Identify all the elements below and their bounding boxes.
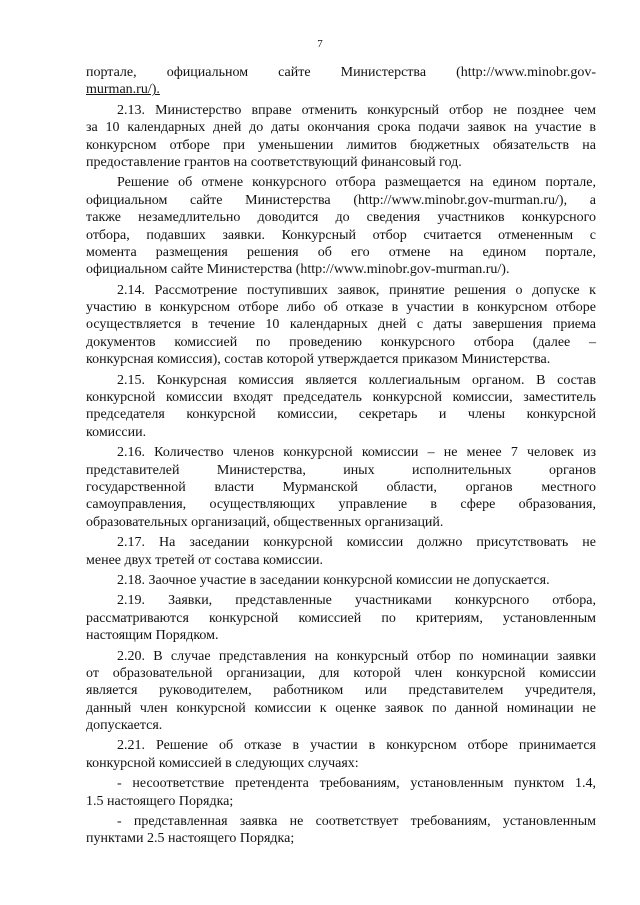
text-line: murman.ru/). — [86, 82, 160, 98]
text-line: 1.5 настоящего Порядка; — [86, 793, 234, 809]
text-line: рассматриваются конкурсной комиссией по критериям, установленным — [86, 610, 596, 626]
text-line: 2.19. Заявки, представленные участниками конкурсного отбора, — [117, 593, 596, 609]
text-line: официальном сайте Министерства (http://www.minobr.gov-murman.ru/). — [86, 262, 510, 278]
text-line: участию в конкурсном отборе либо об отказе в участии в конкурсном отборе — [86, 300, 596, 316]
text-line: 2.16. Количество членов конкурсной комиссии – не менее 7 человек из — [117, 445, 596, 461]
text-line: конкурсная комиссия), состав которой утверждается приказом Министерства. — [86, 352, 551, 368]
page-number: 7 — [317, 38, 323, 50]
text-line: - представленная заявка не соответствует требованиям, установленным — [117, 814, 596, 830]
text-line: пунктами 2.5 настоящего Порядка; — [86, 831, 295, 847]
text-line: отбора, подавших заявки. Конкурсный отбор считается отмененным с — [86, 227, 596, 243]
text-line: данный член конкурсной комиссии к оценке заявок по данной номинации не — [86, 700, 596, 716]
text-line: представителей Министерства, иных исполнительных органов — [86, 462, 596, 478]
text-line: допускается. — [86, 718, 163, 734]
text-line: 2.20. В случае представления на конкурсный отбор по номинации заявки — [117, 648, 596, 664]
text-line: образовательных организаций, общественных организаций. — [86, 514, 444, 530]
text-line: от образовательной организации, для которой член конкурсной комиссии — [86, 665, 596, 681]
text-line: государственной власти Мурманской области, органов местного — [86, 479, 596, 495]
text-line: за 10 календарных дней до даты окончания срока подачи заявок на участие в — [86, 120, 596, 136]
text-line: документов комиссией по проведению конкурсного отбора (далее – — [86, 334, 596, 350]
text-line: менее двух третей от состава комиссии. — [86, 552, 324, 568]
text-line: Решение об отмене конкурсного отбора размещается на едином портале, — [117, 175, 596, 191]
text-line: 2.21. Решение об отказе в участии в конкурсном отборе принимается — [117, 738, 596, 754]
text-line: предоставление грантов на соответствующий финансовый год. — [86, 154, 462, 170]
text-line: 2.14. Рассмотрение поступивших заявок, принятие решения о допуске к — [117, 282, 596, 298]
text-line: официальном сайте Министерства (http://www.minobr.gov-murman.ru/), а — [86, 192, 596, 208]
text-line: является руководителем, работником или представителем учредителя, — [86, 683, 596, 699]
text-line: настоящим Порядком. — [86, 628, 219, 644]
text-line: 2.18. Заочное участие в заседании конкурсной комиссии не допускается. — [117, 572, 550, 588]
text-line: конкурсной комиссией в следующих случаях: — [86, 755, 359, 771]
text-line: председателя конкурсной комиссии, секретарь и члены конкурсной — [86, 407, 596, 423]
text-line: комиссии. — [86, 424, 147, 440]
document-body — [86, 64, 596, 848]
text-line: - несоответствие претендента требованиям, установленным пунктом 1.4, — [117, 776, 596, 792]
text-line: осуществляется в течение 10 календарных дней с даты завершения приема — [86, 317, 596, 333]
text-line: портале, официальном сайте Министерства (http://www.minobr.gov- — [86, 65, 596, 80]
text-line: конкурсной комиссии входят председатель конкурсной комиссии, заместитель — [86, 390, 596, 406]
text-line: самоуправления, осуществляющих управление в сфере образования, — [86, 497, 596, 513]
text-line: 2.15. Конкурсная комиссия является коллегиальным органом. В состав — [117, 372, 596, 388]
text-line: момента размещения решения об его отмене на едином портале, — [86, 244, 596, 260]
text-line: конкурсном отборе при уменьшении лимитов бюджетных обязательств на — [86, 137, 596, 153]
text-line: 2.17. На заседании конкурсной комиссии должно присутствовать не — [117, 535, 596, 551]
text-line: также незамедлительно доводится до сведения участников конкурсного — [86, 210, 596, 226]
text-line: 2.13. Министерство вправе отменить конкурсный отбор не позднее чем — [117, 102, 596, 118]
